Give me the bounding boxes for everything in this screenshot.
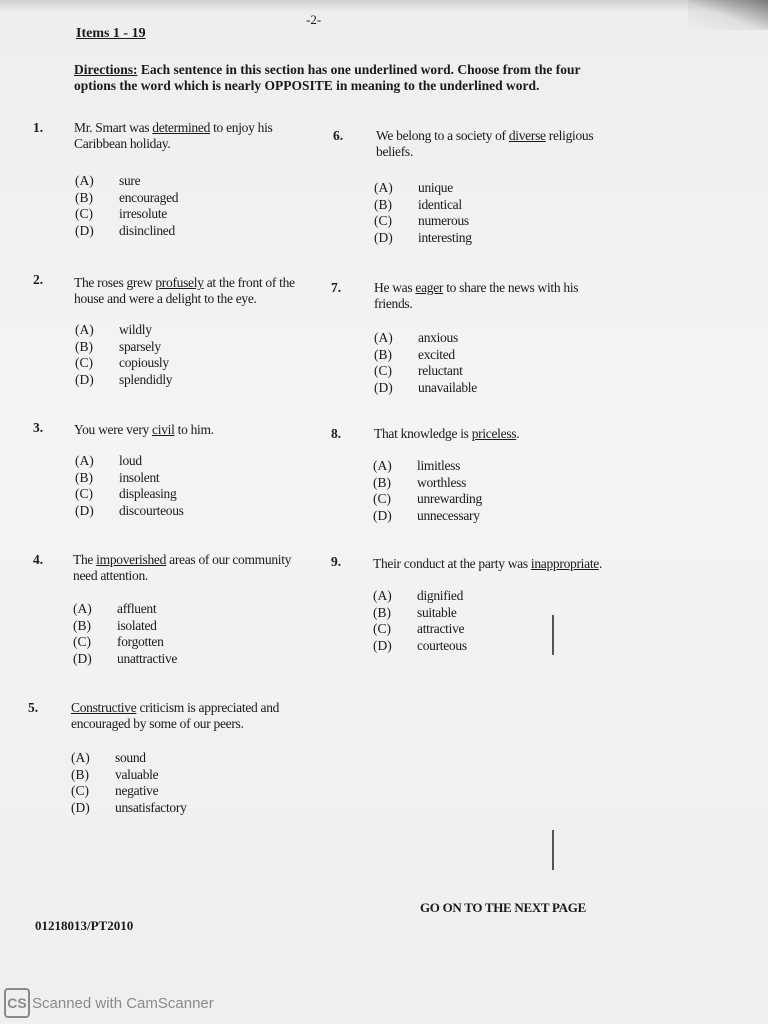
- camscanner-watermark: [4, 988, 214, 1018]
- directions: [74, 62, 619, 94]
- question-stem: That knowledge is priceless.: [374, 426, 520, 441]
- underlined-word: profusely: [155, 275, 204, 290]
- question-number: 3.: [33, 420, 44, 435]
- underlined-word: impoverished: [96, 552, 167, 567]
- question-stem: Their conduct at the party was inappropriate.: [373, 556, 603, 571]
- directions-text: Each sentence in this section has one underlined word. Choose from the four options the word which is nearly OPPOSITE in meaning to the underlined word.: [74, 62, 581, 93]
- question-number: 9.: [331, 554, 342, 569]
- question-number: 5.: [28, 700, 39, 715]
- question-stem: The roses grew profusely at the front of the house and were a delight to the eye.: [74, 275, 295, 306]
- question-number: 7.: [331, 280, 342, 295]
- underlined-word: inappropriate: [530, 556, 599, 571]
- question-number: 4.: [33, 552, 44, 567]
- question-stem: The impoverished areas of our community need attention.: [73, 552, 292, 583]
- underlined-word: determined: [152, 120, 211, 135]
- camscanner-logo-icon: CS: [4, 988, 30, 1018]
- scan-mark-line: [552, 615, 554, 655]
- page-number: -2-: [306, 12, 322, 27]
- items-heading: Items 1 - 19: [76, 26, 146, 41]
- paper-code: 01218013/PT2010: [35, 918, 134, 933]
- go-on-notice: GO ON TO THE NEXT PAGE: [420, 900, 586, 915]
- question-stem: You were very civil to him.: [74, 422, 214, 437]
- question-stem: He was eager to share the news with his friends.: [374, 280, 579, 311]
- scan-edge-shadow: [0, 0, 768, 12]
- question-stem: Mr. Smart was determined to enjoy his Caribbean holiday.: [74, 120, 273, 151]
- underlined-word: priceless: [471, 426, 517, 441]
- question-number: 6.: [333, 128, 344, 143]
- scanned-page: -2- Items 1 - 19 Directions: Each sentence in this section has one underlined word. Choose from the four options the word which is nearly OPPOSITE in meaning to the underlined word. 1. Mr. Smart was determined to enjoy his Caribbean holiday. (A) sure (B) encouraged (C) irresolute (D) disinclined 2. The roses grew profusely at the front of the house and were a delight to the eye. (A) wildly (B) sparsely (C) copiously (D) splendidly 3. You were very civil to him. (A) loud (B) insolent (C) displeasing (D) discourteous 4. The impoverished areas of our community need attention. (A) affluent (B) isolated (C) forgotten (D) unattractive 5. Constructive criticism is appreciated and encouraged by some of our peers. (A) sound (B) valuable (C) negative (D) unsatisfactory 6. We belong to a society of diverse religious beliefs. (A) unique (B) identical (C) numerous (D) interesting 7. He was eager to share the news with his friends. (A) anxious (B) excited (C) reluctant (D) unavailable 8. That knowledge is priceless. (A) limitless (B) worthless (C) unrewarding (D) unnecessary 9. Their conduct at the party was inappropriate. (A) dignified (B) suitable (C) attractive (D) courteous GO ON TO THE NEXT PAGE 01218013/PT2010 CS Scanned with CamScanner: [0, 0, 768, 1024]
- scan-corner-shadow: [688, 0, 768, 30]
- underlined-word: civil: [152, 422, 175, 437]
- scan-mark-line: [552, 830, 554, 870]
- question-stem: We belong to a society of diverse religious beliefs.: [376, 128, 594, 159]
- directions-label: Directions:: [74, 62, 138, 77]
- underlined-word: eager: [415, 280, 444, 295]
- watermark-text: Scanned with CamScanner: [32, 994, 214, 1012]
- question-number: 8.: [331, 426, 342, 441]
- underlined-word: diverse: [508, 128, 546, 143]
- underlined-word: Constructive: [71, 700, 137, 715]
- question-number: 2.: [33, 272, 44, 287]
- question-stem: Constructive criticism is appreciated and encouraged by some of our peers.: [71, 700, 280, 731]
- question-number: 1.: [33, 120, 44, 135]
